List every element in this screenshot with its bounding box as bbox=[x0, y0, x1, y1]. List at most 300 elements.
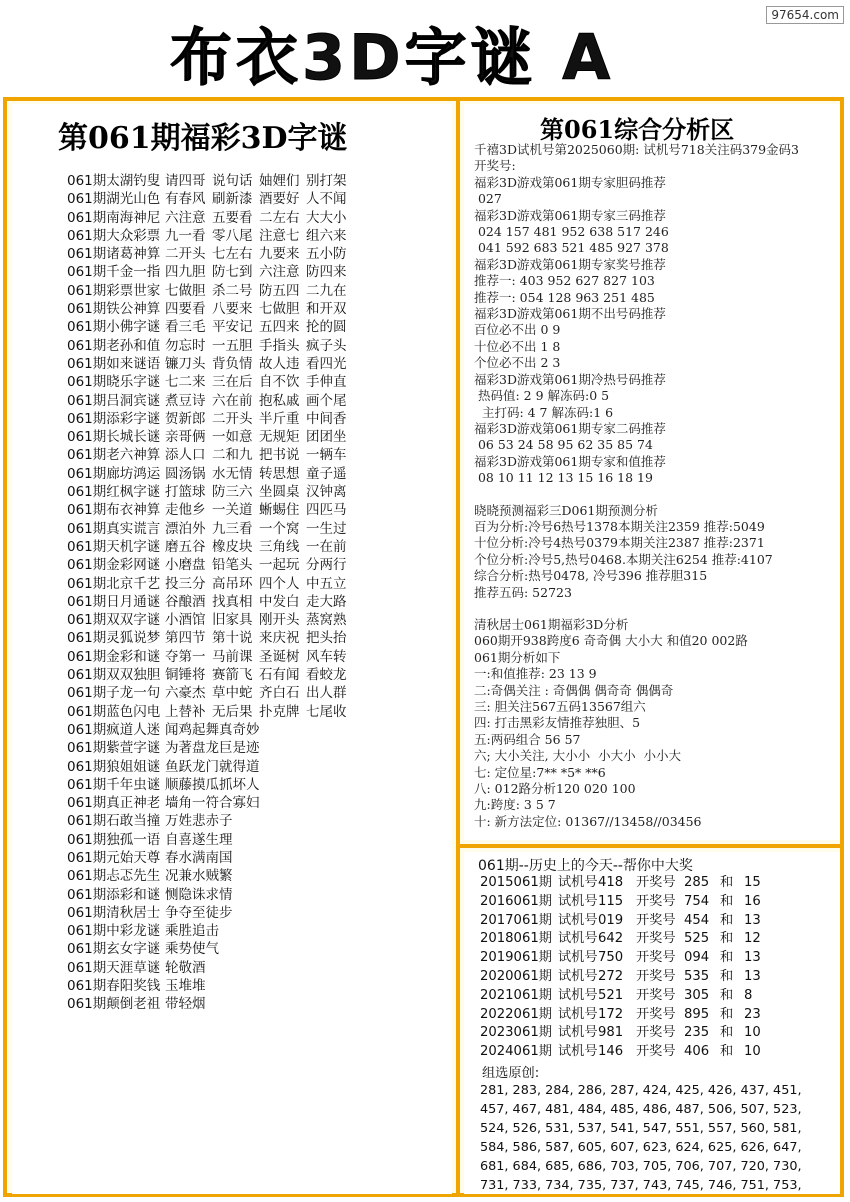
riddle-clue: 小酒馆 bbox=[165, 612, 206, 629]
riddle-clue: 别打架 bbox=[306, 173, 347, 189]
history-period: 2023061期 bbox=[480, 1025, 552, 1041]
riddle-row bbox=[67, 209, 353, 227]
riddle-clue: 上替补 bbox=[165, 703, 206, 720]
riddle-row bbox=[67, 629, 353, 647]
test-number-label: 试机号 bbox=[558, 950, 598, 966]
riddle-row bbox=[67, 337, 353, 355]
riddle-source: 061期真正神老 bbox=[67, 795, 161, 812]
riddle-clue: 投三分 bbox=[165, 575, 206, 592]
riddle-clue: 九一看 bbox=[165, 227, 206, 244]
analysis-line: 061期分析如下 bbox=[474, 649, 561, 665]
riddle-clue: 五要看 bbox=[212, 209, 253, 226]
draw-number: 454 bbox=[684, 912, 710, 928]
riddle-clue: 旧家具 bbox=[212, 612, 253, 629]
analysis-line: 十位分析:冷号4热号0379本期关注2387 推荐:2371 bbox=[474, 535, 765, 551]
riddle-clue: 中五立 bbox=[306, 575, 347, 592]
riddle-clue: 四要看 bbox=[165, 301, 206, 318]
riddle-row bbox=[67, 355, 353, 373]
riddle-clue: 圣诞树 bbox=[259, 648, 300, 665]
analysis-line: 个位必不出 2 3 bbox=[474, 355, 561, 371]
combo-list bbox=[480, 1081, 820, 1195]
riddle-clue: 鱼跃龙门就得道 bbox=[165, 758, 260, 775]
test-number: 750 bbox=[598, 950, 624, 966]
riddle-source: 061期铁公神算 bbox=[67, 301, 161, 318]
riddle-clue: 七左右 bbox=[212, 246, 253, 263]
riddle-row bbox=[67, 392, 353, 410]
analysis-line: 024 157 481 952 638 517 246 bbox=[474, 224, 669, 240]
analysis-line: 二:奇偶关注 : 奇偶偶 偶奇奇 偶偶奇 bbox=[474, 682, 674, 698]
riddle-clue: 顺藤摸瓜抓坏人 bbox=[165, 776, 260, 793]
analysis-line bbox=[474, 601, 799, 617]
analysis-line: 综合分析:热号0478, 冷号396 推荐胆315 bbox=[474, 568, 708, 584]
history-period: 2017061期 bbox=[480, 912, 552, 928]
riddle-source: 061期元始天尊 bbox=[67, 849, 161, 866]
riddle-clue: 汉钟离 bbox=[306, 484, 347, 501]
riddle-clue: 把书说 bbox=[259, 447, 300, 464]
riddle-clue: 自喜遂生理 bbox=[165, 831, 233, 848]
riddle-clue: 无后果 bbox=[212, 703, 253, 720]
riddle-clue: 看四光 bbox=[306, 355, 347, 372]
riddle-title: 第061期福彩3D字谜 bbox=[58, 121, 348, 156]
riddle-row bbox=[67, 904, 353, 922]
riddle-clue: 分两行 bbox=[306, 557, 347, 574]
sum-label: 和 bbox=[720, 912, 734, 928]
riddle-source: 061期蓝色闪电 bbox=[67, 703, 161, 720]
riddle-row bbox=[67, 318, 353, 336]
riddle-row bbox=[67, 977, 353, 995]
sum-label: 和 bbox=[720, 968, 734, 984]
riddle-row bbox=[67, 556, 353, 574]
test-number: 272 bbox=[598, 968, 624, 984]
riddle-clue: 疯子头 bbox=[306, 337, 347, 354]
analysis-line: 十: 新方法定位: 01367//13458//03456 bbox=[474, 813, 702, 829]
riddle-row bbox=[67, 465, 353, 483]
riddle-source: 061期太湖钓叟 bbox=[67, 173, 161, 189]
riddle-source: 061期诸葛神算 bbox=[67, 246, 161, 263]
riddle-row bbox=[67, 940, 353, 958]
analysis-line: 027 bbox=[474, 191, 502, 207]
riddle-clue: 童子遥 bbox=[306, 465, 347, 482]
riddle-row bbox=[67, 263, 353, 281]
riddle-clue: 防四来 bbox=[306, 264, 347, 281]
riddle-clue: 第十说 bbox=[212, 630, 253, 647]
riddle-source: 061期千金一指 bbox=[67, 264, 161, 281]
test-number: 981 bbox=[598, 1025, 624, 1041]
riddle-source: 061期大众彩票 bbox=[67, 227, 161, 244]
riddle-clue: 一五胆 bbox=[212, 337, 253, 354]
riddle-clue: 四九胆 bbox=[165, 264, 206, 281]
riddle-clue: 圆汤锅 bbox=[165, 465, 206, 482]
riddle-source: 061期灵狐说梦 bbox=[67, 630, 161, 647]
analysis-line: 福彩3D游戏第061期专家三码推荐 bbox=[474, 207, 666, 223]
riddle-source: 061期紫萱字谜 bbox=[67, 740, 161, 757]
analysis-line: 五:两码组合 56 57 bbox=[474, 731, 581, 747]
riddle-clue: 七做胆 bbox=[259, 301, 300, 318]
riddle-source: 061期疯道人迷 bbox=[67, 721, 161, 738]
riddle-clue: 草中蛇 bbox=[212, 685, 253, 702]
riddle-row bbox=[67, 373, 353, 391]
analysis-line: 福彩3D游戏第061期冷热号码推荐 bbox=[474, 371, 666, 387]
riddle-clue: 和开双 bbox=[306, 301, 347, 318]
riddle-clue: 齐白石 bbox=[259, 685, 300, 702]
riddle-clue: 请四哥 bbox=[165, 173, 206, 189]
sum-value: 12 bbox=[744, 931, 761, 947]
analysis-title: 第061综合分析区 bbox=[540, 115, 735, 144]
riddle-source: 061期金彩和谜 bbox=[67, 648, 161, 665]
riddle-clue: 六注意 bbox=[259, 264, 300, 281]
riddle-clue: 杀二号 bbox=[212, 282, 253, 299]
analysis-line: 十位必不出 1 8 bbox=[474, 338, 561, 354]
riddle-clue: 五小防 bbox=[306, 246, 347, 263]
riddle-clue: 争夺至徒步 bbox=[165, 904, 233, 921]
riddle-source: 061期红枫字谜 bbox=[67, 484, 161, 501]
riddle-clue: 九三看 bbox=[212, 520, 253, 537]
riddle-clue: 中间香 bbox=[306, 410, 347, 427]
horizontal-divider bbox=[460, 844, 844, 848]
riddle-row bbox=[67, 227, 353, 245]
riddle-clue: 七二来 bbox=[165, 374, 206, 391]
combo-line: 731, 733, 734, 735, 737, 743, 745, 746, 751, 753, bbox=[480, 1178, 802, 1193]
analysis-line: 开奖号: bbox=[474, 158, 516, 174]
draw-number-label: 开奖号 bbox=[636, 893, 676, 909]
riddle-row bbox=[67, 501, 353, 519]
riddle-clue: 万姓悲赤子 bbox=[165, 813, 233, 830]
test-number-label: 试机号 bbox=[558, 875, 598, 890]
history-row bbox=[480, 987, 761, 1006]
riddle-source: 061期双双字谜 bbox=[67, 612, 161, 629]
riddle-clue: 手指头 bbox=[259, 337, 300, 354]
sum-value: 15 bbox=[744, 875, 761, 890]
riddle-clue: 抡的圆 bbox=[306, 319, 347, 336]
riddle-clue: 一起玩 bbox=[259, 557, 300, 574]
riddle-clue: 贺新郎 bbox=[165, 410, 206, 427]
analysis-line: 个位分析:冷号5,热号0468.本期关注6254 推荐:4107 bbox=[474, 551, 773, 567]
analysis-line: 热码值: 2 9 解冻码:0 5 bbox=[474, 388, 610, 404]
draw-number-label: 开奖号 bbox=[636, 875, 676, 890]
analysis-line: 福彩3D游戏第061期专家胆码推荐 bbox=[474, 174, 666, 190]
riddle-clue: 高吊环 bbox=[212, 575, 253, 592]
riddle-clue: 一在前 bbox=[306, 538, 347, 555]
riddle-source: 061期老六神算 bbox=[67, 447, 161, 464]
riddle-clue: 勿忘时 bbox=[165, 337, 206, 354]
riddle-row bbox=[67, 172, 353, 190]
riddle-source: 061期老孙和值 bbox=[67, 337, 161, 354]
riddle-clue: 磨五谷 bbox=[165, 538, 206, 555]
test-number-label: 试机号 bbox=[558, 1044, 598, 1060]
riddle-clue: 一辆车 bbox=[306, 447, 347, 464]
riddle-row bbox=[67, 446, 353, 464]
riddle-clue: 谷酿酒 bbox=[165, 593, 206, 610]
riddle-source: 061期湖光山色 bbox=[67, 191, 161, 208]
sum-label: 和 bbox=[720, 950, 734, 966]
history-title: 061期--历史上的今天--帮你中大奖 bbox=[478, 858, 693, 874]
draw-number: 525 bbox=[684, 931, 710, 947]
history-row bbox=[480, 1043, 761, 1062]
riddle-clue: 小磨盘 bbox=[165, 557, 206, 574]
test-number-label: 试机号 bbox=[558, 893, 598, 909]
history-row bbox=[480, 1024, 761, 1043]
sum-value: 8 bbox=[744, 987, 753, 1003]
riddle-clue: 一生过 bbox=[306, 520, 347, 537]
riddle-source: 061期添彩和谜 bbox=[67, 886, 161, 903]
sum-value: 10 bbox=[744, 1025, 761, 1041]
riddle-source: 061期颠倒老祖 bbox=[67, 996, 161, 1013]
site-badge[interactable]: 97654.com bbox=[766, 6, 844, 24]
riddle-clue: 蜥蜴住 bbox=[259, 502, 300, 519]
riddle-row bbox=[67, 922, 353, 940]
test-number-label: 试机号 bbox=[558, 968, 598, 984]
sum-value: 23 bbox=[744, 1006, 761, 1022]
riddle-source: 061期石敢当撞 bbox=[67, 813, 161, 830]
history-row bbox=[480, 912, 761, 931]
analysis-line: 推荐五码: 52723 bbox=[474, 584, 572, 600]
riddle-clue: 二开头 bbox=[212, 410, 253, 427]
test-number: 019 bbox=[598, 912, 624, 928]
riddle-clue: 看三毛 bbox=[165, 319, 206, 336]
riddle-clue: 三在后 bbox=[212, 374, 253, 391]
riddle-source: 061期南海神尼 bbox=[67, 209, 161, 226]
riddle-row bbox=[67, 611, 353, 629]
draw-number-label: 开奖号 bbox=[636, 950, 676, 966]
riddle-clue: 故人违 bbox=[259, 355, 300, 372]
sum-value: 16 bbox=[744, 893, 761, 909]
riddle-row bbox=[67, 483, 353, 501]
riddle-row bbox=[67, 886, 353, 904]
combo-line: 681, 684, 685, 686, 703, 705, 706, 707, 720, 730, bbox=[480, 1159, 802, 1174]
riddle-clue: 第四节 bbox=[165, 630, 206, 647]
riddle-clue: 一关道 bbox=[212, 502, 253, 519]
history-period: 2018061期 bbox=[480, 931, 552, 947]
test-number-label: 试机号 bbox=[558, 1006, 598, 1022]
riddle-clue: 打篮球 bbox=[165, 484, 206, 501]
history-row bbox=[480, 893, 761, 912]
riddle-clue: 煮豆诗 bbox=[165, 392, 206, 409]
riddle-clue: 刚开头 bbox=[259, 612, 300, 629]
analysis-line: 主打码: 4 7 解冻码:1 6 bbox=[474, 404, 614, 420]
riddle-clue: 七尾收 bbox=[306, 703, 347, 720]
riddle-clue: 乘势使气 bbox=[165, 941, 219, 958]
test-number-label: 试机号 bbox=[558, 1025, 598, 1041]
history-period: 2024061期 bbox=[480, 1044, 552, 1060]
analysis-line: 七: 定位星:7** *5* **6 bbox=[474, 764, 606, 780]
analysis-line: 福彩3D游戏第061期专家二码推荐 bbox=[474, 420, 666, 436]
riddle-row bbox=[67, 776, 353, 794]
riddle-clue: 防七到 bbox=[212, 264, 253, 281]
test-number: 418 bbox=[598, 875, 624, 890]
riddle-row bbox=[67, 575, 353, 593]
riddle-source: 061期彩票世家 bbox=[67, 282, 161, 299]
analysis-line: 06 53 24 58 95 62 35 85 74 bbox=[474, 437, 653, 453]
riddle-source: 061期北京千艺 bbox=[67, 575, 161, 592]
riddle-clue: 为著盘龙巨是迹 bbox=[165, 740, 260, 757]
analysis-line: 041 592 683 521 485 927 378 bbox=[474, 240, 669, 256]
riddle-clue: 出人群 bbox=[306, 685, 347, 702]
riddle-clue: 六注意 bbox=[165, 209, 206, 226]
sum-label: 和 bbox=[720, 1044, 734, 1060]
draw-number: 535 bbox=[684, 968, 710, 984]
analysis-line: 千禧3D试机号第2025060期: 试机号718关注码379金码3 bbox=[474, 142, 800, 157]
riddle-clue: 半斤重 bbox=[259, 410, 300, 427]
riddle-clue: 坐圆桌 bbox=[259, 484, 300, 501]
riddle-clue: 平安记 bbox=[212, 319, 253, 336]
riddle-clue: 手伸直 bbox=[306, 374, 347, 391]
sum-label: 和 bbox=[720, 875, 734, 890]
riddle-row bbox=[67, 538, 353, 556]
history-period: 2015061期 bbox=[480, 875, 552, 890]
draw-number: 406 bbox=[684, 1044, 710, 1060]
history-period: 2016061期 bbox=[480, 893, 552, 909]
analysis-line: 一:和值推荐: 23 13 9 bbox=[474, 666, 597, 682]
riddle-row bbox=[67, 867, 353, 885]
riddle-clue: 添人口 bbox=[165, 447, 206, 464]
riddle-clue: 铜锤将 bbox=[165, 667, 206, 684]
riddle-source: 061期狼姐姐谜 bbox=[67, 758, 161, 775]
riddle-clue: 镰刀头 bbox=[165, 355, 206, 372]
riddle-clue: 墙角一符合寡妇 bbox=[165, 795, 260, 812]
riddle-clue: 团团坐 bbox=[306, 429, 347, 446]
combo-line: 524, 526, 531, 537, 541, 547, 551, 557, 560, 581, bbox=[480, 1121, 802, 1136]
draw-number-label: 开奖号 bbox=[636, 987, 676, 1003]
analysis-line: 清秋居士061期福彩3D分析 bbox=[474, 616, 629, 632]
riddle-clue: 走他乡 bbox=[165, 502, 206, 519]
riddle-clue: 漂泊外 bbox=[165, 520, 206, 537]
riddle-clue: 五四来 bbox=[259, 319, 300, 336]
riddle-clue: 一如意 bbox=[212, 429, 253, 446]
history-period: 2019061期 bbox=[480, 950, 552, 966]
sum-label: 和 bbox=[720, 931, 734, 947]
history-period: 2020061期 bbox=[480, 968, 552, 984]
riddle-clue: 注意七 bbox=[259, 227, 300, 244]
draw-number: 305 bbox=[684, 987, 710, 1003]
riddle-clue: 把头抬 bbox=[306, 630, 347, 647]
riddle-source: 061期忐忑先生 bbox=[67, 868, 161, 885]
riddle-row bbox=[67, 794, 353, 812]
riddle-source: 061期布衣神算 bbox=[67, 502, 161, 519]
vertical-divider bbox=[456, 97, 460, 1197]
analysis-line: 百为分析:冷号6热号1378本期关注2359 推荐:5049 bbox=[474, 518, 765, 534]
riddle-source: 061期添彩字谜 bbox=[67, 410, 161, 427]
riddle-row bbox=[67, 410, 353, 428]
sum-value: 13 bbox=[744, 912, 761, 928]
riddle-source: 061期真实谎言 bbox=[67, 520, 161, 537]
riddle-row bbox=[67, 648, 353, 666]
analysis-line: 六; 大小关注, 大小小 小大小 小小大 bbox=[474, 748, 682, 764]
riddle-clue: 背负情 bbox=[212, 355, 253, 372]
riddle-source: 061期日月通谜 bbox=[67, 593, 161, 610]
test-number-label: 试机号 bbox=[558, 987, 598, 1003]
riddle-source: 061期天机字谜 bbox=[67, 538, 161, 555]
riddle-source: 061期清秋居士 bbox=[67, 904, 161, 921]
test-number: 115 bbox=[598, 893, 624, 909]
draw-number: 094 bbox=[684, 950, 710, 966]
riddle-clue: 扑克牌 bbox=[259, 703, 300, 720]
riddle-clue: 水无情 bbox=[212, 465, 253, 482]
riddle-clue: 酒要好 bbox=[259, 191, 300, 208]
riddle-clue: 春水满南国 bbox=[165, 849, 233, 866]
riddle-clue: 中发白 bbox=[259, 593, 300, 610]
history-period: 2021061期 bbox=[480, 987, 552, 1003]
riddle-clue: 石有闻 bbox=[259, 667, 300, 684]
draw-number-label: 开奖号 bbox=[636, 931, 676, 947]
analysis-line: 08 10 11 12 13 15 16 18 19 bbox=[474, 470, 653, 486]
riddle-source: 061期如来谜语 bbox=[67, 355, 161, 372]
riddle-clue: 零八尾 bbox=[212, 227, 253, 244]
riddle-source: 061期千年虫谜 bbox=[67, 776, 161, 793]
draw-number-label: 开奖号 bbox=[636, 968, 676, 984]
riddle-clue: 玉堆堆 bbox=[165, 978, 206, 995]
riddle-row bbox=[67, 300, 353, 318]
riddle-source: 061期长城长谜 bbox=[67, 429, 161, 446]
analysis-line: 推荐一: 054 128 963 251 485 bbox=[474, 289, 655, 305]
riddle-clue: 大大小 bbox=[306, 209, 347, 226]
riddle-source: 061期春阳奖钱 bbox=[67, 978, 161, 995]
combo-label: 组选原创: bbox=[482, 1066, 540, 1081]
riddle-clue: 人不闻 bbox=[306, 191, 347, 208]
analysis-line: 060期开938跨度6 奇奇偶 大小大 和值20 002路 bbox=[474, 633, 748, 649]
riddle-source: 061期双双独胆 bbox=[67, 667, 161, 684]
riddle-clue: 画个尾 bbox=[306, 392, 347, 409]
sum-label: 和 bbox=[720, 1006, 734, 1022]
riddle-clue: 蒸窝熟 bbox=[306, 612, 347, 629]
analysis-line: 八: 012路分析120 020 100 bbox=[474, 781, 636, 797]
sum-value: 10 bbox=[744, 1044, 761, 1060]
analysis-list bbox=[474, 142, 799, 830]
riddle-clue: 抱私戚 bbox=[259, 392, 300, 409]
riddle-clue: 乘胜追击 bbox=[165, 923, 219, 940]
riddle-row bbox=[67, 684, 353, 702]
riddle-clue: 刷新漆 bbox=[212, 191, 253, 208]
riddle-source: 061期晓乐字谜 bbox=[67, 374, 161, 391]
riddle-source: 061期玄女字谜 bbox=[67, 941, 161, 958]
riddle-source: 061期金彩网谜 bbox=[67, 557, 161, 574]
history-period: 2022061期 bbox=[480, 1006, 552, 1022]
riddle-clue: 八要来 bbox=[212, 301, 253, 318]
test-number: 172 bbox=[598, 1006, 624, 1022]
sum-label: 和 bbox=[720, 1025, 734, 1041]
riddle-row bbox=[67, 282, 353, 300]
riddle-row bbox=[67, 520, 353, 538]
combo-line: 584, 586, 587, 605, 607, 623, 624, 625, 626, 647, bbox=[480, 1140, 802, 1155]
banner-title: 布衣3D字谜 A bbox=[170, 21, 615, 94]
riddle-clue: 轮敬酒 bbox=[165, 959, 206, 976]
riddle-clue: 闻鸡起舞真奇妙 bbox=[165, 721, 260, 738]
analysis-line: 三: 胆关注567五码13567组六 bbox=[474, 699, 646, 714]
analysis-line: 九:跨度: 3 5 7 bbox=[474, 797, 556, 813]
analysis-line: 福彩3D游戏第061期不出号码推荐 bbox=[474, 306, 666, 322]
riddle-source: 061期廊坊鸿运 bbox=[67, 465, 161, 482]
history-row bbox=[480, 968, 761, 987]
riddle-clue: 恻隐诛求情 bbox=[165, 886, 233, 903]
riddle-clue: 七做胆 bbox=[165, 282, 206, 299]
riddle-row bbox=[67, 831, 353, 849]
test-number-label: 试机号 bbox=[558, 931, 598, 947]
riddle-clue: 赛箭飞 bbox=[212, 667, 253, 684]
history-row bbox=[480, 949, 761, 968]
riddle-row bbox=[67, 666, 353, 684]
test-number-label: 试机号 bbox=[558, 912, 598, 928]
riddle-clue: 二开头 bbox=[165, 246, 206, 263]
riddle-row bbox=[67, 190, 353, 208]
test-number: 146 bbox=[598, 1044, 624, 1060]
riddle-clue: 带轻烟 bbox=[165, 996, 206, 1013]
riddle-clue: 六在前 bbox=[212, 392, 253, 409]
riddle-row bbox=[67, 995, 353, 1013]
riddle-row bbox=[67, 245, 353, 263]
analysis-line: 四: 打击黑彩友情推荐独胆、5 bbox=[474, 715, 641, 731]
riddle-clue: 防三六 bbox=[212, 484, 253, 501]
riddle-clue: 亲哥俩 bbox=[165, 429, 206, 446]
analysis-line: 福彩3D游戏第061期专家奖号推荐 bbox=[474, 256, 666, 272]
